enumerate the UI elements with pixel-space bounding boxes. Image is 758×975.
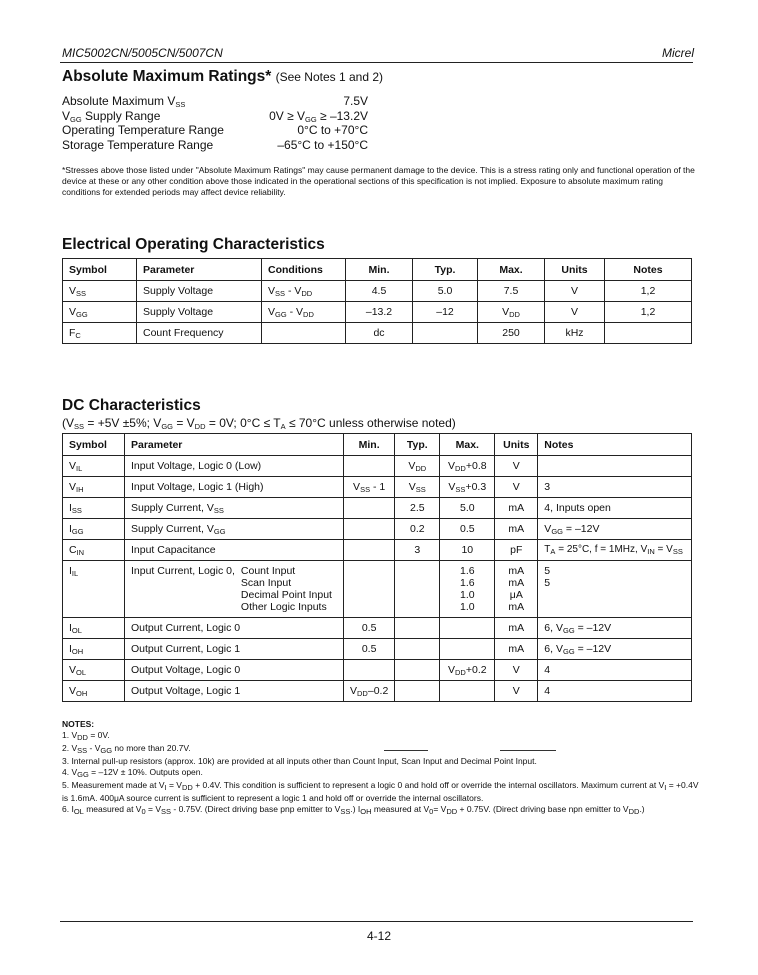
footer-rule: [60, 921, 693, 922]
overline-mark: [384, 750, 428, 751]
cell-cond: V: [268, 305, 276, 318]
rating-value: 0V ≥ V: [269, 108, 306, 123]
table-row: [63, 498, 692, 519]
note-2: [62, 743, 702, 756]
note-text: = V: [166, 780, 182, 790]
cell-min-sub: SS: [360, 484, 371, 494]
col-header: Units: [495, 434, 538, 456]
cell-param: Supply Current, V: [131, 501, 214, 514]
note-sub: OL: [73, 807, 84, 816]
cell-param: Supply Current, V: [131, 522, 214, 535]
cell-cond-sub2: DD: [301, 288, 313, 298]
rating-row: [62, 123, 368, 138]
cell-symbol-sub: IL: [76, 463, 83, 473]
note-sub: DD: [628, 807, 640, 816]
cell-units: V: [495, 660, 538, 681]
rating-row: [62, 138, 368, 153]
cell-symbol: I: [69, 621, 72, 634]
rating-value: 7.5V: [343, 94, 368, 108]
cell-max: 5.0: [440, 498, 495, 519]
note-sub: 0: [141, 807, 146, 816]
cell-max-tail: +0.2: [465, 663, 487, 676]
note-text: 2. V: [62, 743, 78, 753]
cell-symbol-sub: GG: [76, 309, 88, 319]
note-text: no more than 20.7V.: [112, 743, 191, 753]
cell-cond-sub: GG: [275, 309, 287, 319]
table-row: [63, 302, 692, 323]
abs-max-heading: [62, 68, 383, 86]
dc-table: [62, 433, 692, 702]
note-sub: I: [664, 783, 667, 792]
rating-label: Operating Temperature Range: [62, 123, 224, 137]
cell-max: 1.6: [459, 565, 475, 577]
cell-notes-tail: = –12V: [574, 642, 612, 655]
rating-value-sub: GG: [305, 114, 317, 124]
note-text: = V: [145, 804, 161, 814]
cell-typ: –12: [413, 302, 478, 323]
note-sub: SS: [340, 807, 351, 816]
abs-max-title: Absolute Maximum Ratings*: [62, 68, 272, 85]
cell-param: Count Frequency: [137, 323, 262, 344]
input-type: Count Input: [240, 565, 296, 577]
cond-text: (V: [62, 416, 74, 430]
cell-max: 10: [440, 540, 495, 561]
notes-title: NOTES:: [62, 719, 95, 729]
cell-param: Output Voltage, Logic 0: [125, 660, 344, 681]
table-row: [63, 540, 692, 561]
cell-symbol: I: [69, 501, 72, 514]
cell-notes: [605, 323, 692, 344]
cell-symbol-sub: IL: [71, 569, 79, 578]
cell-param: Output Current, Logic 1: [125, 639, 344, 660]
col-header: Symbol: [63, 434, 125, 456]
cell-units: mA: [508, 577, 525, 589]
cell-notes-sub: GG: [562, 625, 575, 635]
cond-sub: SS: [74, 422, 85, 431]
cell-typ: 2.5: [395, 498, 440, 519]
cell-units: pF: [495, 540, 538, 561]
cell-units: V: [495, 681, 538, 702]
cell-typ-sub: DD: [415, 463, 427, 473]
note-sub: DD: [446, 807, 458, 816]
rating-row: [62, 94, 368, 109]
dc-title: DC Characteristics: [62, 397, 201, 414]
cell-notes-tail: = –12V: [574, 621, 612, 634]
cell-max-sub: DD: [509, 309, 520, 319]
table-row: [63, 660, 692, 681]
cell-notes: 6, V: [544, 621, 563, 634]
note-text: = V: [433, 804, 447, 814]
cell-symbol-sub: OH: [71, 646, 84, 656]
cell-notes: = 25°C, f = 1MHz, V: [555, 544, 648, 555]
note-sub: OH: [360, 807, 372, 816]
running-header-part-numbers: MIC5002CN/5005CN/5007CN: [62, 46, 223, 60]
cell-cond-sub2: DD: [303, 309, 314, 319]
col-header: Conditions: [262, 259, 346, 281]
cell-min-sub: DD: [357, 688, 368, 698]
rating-label-tail: Supply Range: [81, 108, 161, 123]
cell-cond-mid: - V: [286, 305, 304, 318]
cell-symbol-sub: OH: [76, 688, 88, 698]
rating-value: –65°C to +150°C: [277, 137, 368, 152]
note-text: - 0.75V. (Direct driving base pnp emitter to V: [171, 804, 341, 814]
table-header-row: [63, 434, 692, 456]
cell-symbol-sub: IH: [76, 484, 84, 494]
note-text: + 0.75V. (Direct driving base npn emitter to V: [457, 804, 629, 814]
col-header: Max.: [478, 259, 545, 281]
note-text: 6. I: [62, 804, 74, 814]
cell-symbol-sub: OL: [76, 667, 87, 677]
cell-notes: V: [544, 522, 552, 535]
cell-cond-mid: - V: [285, 284, 302, 297]
cell-notes: T: [544, 544, 551, 555]
table-row: [63, 681, 692, 702]
cell-notes-sub: SS: [672, 547, 683, 556]
cell-units: mA: [508, 601, 525, 613]
rating-label: Storage Temperature Range: [62, 137, 214, 152]
table-row: [63, 323, 692, 344]
cell-symbol: V: [69, 684, 77, 697]
table-row: [63, 639, 692, 660]
note-sub: DD: [77, 733, 88, 742]
input-type: Decimal Point Input: [240, 589, 332, 601]
col-header: Notes: [538, 434, 692, 456]
cell-max: 0.5: [440, 519, 495, 540]
input-type: Other Logic Inputs: [240, 601, 327, 613]
table-row: [63, 618, 692, 639]
cond-text: = V: [172, 416, 195, 430]
cell-param: Output Current, Logic 0: [125, 618, 344, 639]
cell-min: dc: [346, 323, 413, 344]
note-5: [62, 780, 702, 804]
note-text: + 0.4V. This condition is sufficient to represent a logic 0 and hold off or override the internal oscillators. Maximum current at V: [192, 780, 665, 790]
note-text: measured at V: [371, 804, 430, 814]
cell-symbol-sub: IN: [76, 547, 85, 557]
cell-symbol: I: [69, 522, 72, 535]
col-header: Units: [545, 259, 605, 281]
cell-max-tail: +0.3: [465, 480, 487, 493]
col-header: Parameter: [125, 434, 344, 456]
abs-max-ratings: [62, 94, 368, 152]
cell-notes: 1,2: [605, 281, 692, 302]
cell-param: Supply Voltage: [137, 281, 262, 302]
table-header-row: [63, 259, 692, 281]
cell-units: mA: [495, 519, 538, 540]
cell-cond-sub: SS: [275, 288, 286, 298]
note-sub: I: [164, 783, 167, 792]
cell-symbol: C: [69, 543, 77, 556]
note-text: = +0.4V is 1.6mA. 400μA source current is sufficient to represent a logic 1 and hold off or override the internal oscillators.: [62, 780, 699, 803]
note-text: .): [639, 804, 645, 814]
cell-units: mA: [495, 639, 538, 660]
cell-param: Supply Voltage: [137, 302, 262, 323]
cell-symbol-sub: SS: [71, 505, 82, 515]
note-text: measured at V: [83, 804, 142, 814]
cell-units: kHz: [545, 323, 605, 344]
input-type: Scan Input: [240, 577, 292, 589]
cell-param: Input Capacitance: [125, 540, 344, 561]
table-row: [63, 477, 692, 498]
cell-min: –13.2: [346, 302, 413, 323]
cell-min: 0.5: [344, 639, 395, 660]
cell-cond: V: [268, 284, 276, 297]
cell-typ: [413, 323, 478, 344]
cell-min: 0.5: [344, 618, 395, 639]
cell-param: Input Voltage, Logic 0 (Low): [125, 456, 344, 477]
running-header-brand: Micrel: [662, 46, 694, 60]
note-text: 4. V: [62, 767, 78, 777]
cell-max-sub: SS: [455, 484, 466, 494]
cell-max: V: [448, 459, 456, 472]
dc-conditions: [62, 416, 456, 431]
cell-typ: V: [408, 480, 416, 493]
table-row: [63, 456, 692, 477]
note-6: [62, 804, 702, 817]
cell-max: V: [502, 305, 510, 318]
cell-typ: V: [408, 459, 416, 472]
cell-units: mA: [495, 618, 538, 639]
note-3: 3. Internal pull-up resistors (approx. 10k) are provided at all inputs other than Count Input, Scan Input and Decimal Point Input.: [62, 756, 537, 766]
cell-typ-sub: SS: [415, 484, 426, 494]
cell-notes: = V: [654, 544, 673, 555]
col-header: Symbol: [63, 259, 137, 281]
cell-units: V: [495, 477, 538, 498]
col-header: Typ.: [395, 434, 440, 456]
header-rule: [60, 62, 693, 63]
cell-units: V: [545, 281, 605, 302]
cell-units: V: [545, 302, 605, 323]
cell-notes-tail: = –12V: [562, 522, 600, 535]
cell-units: mA: [495, 498, 538, 519]
cell-symbol: I: [69, 642, 72, 655]
eoc-table: [62, 258, 692, 344]
abs-max-subtitle: (See Notes 1 and 2): [275, 70, 383, 84]
cell-typ: 0.2: [395, 519, 440, 540]
cell-notes-sub: A: [550, 547, 556, 556]
cell-notes-sub: GG: [551, 526, 563, 536]
cell-notes: 5: [544, 565, 551, 577]
cell-max: 7.5: [503, 284, 519, 297]
rating-row: [62, 109, 368, 124]
note-text: 1. V: [62, 730, 78, 740]
note-4: [62, 767, 702, 780]
col-header: Min.: [344, 434, 395, 456]
note-text: 5. Measurement made at V: [62, 780, 165, 790]
table-row: [63, 281, 692, 302]
cell-max: 1.0: [459, 589, 475, 601]
cell-min: V: [350, 684, 358, 697]
cell-notes: 3: [538, 477, 692, 498]
notes-section: [62, 719, 702, 817]
cell-notes: 4: [538, 660, 692, 681]
cell-max: 1.0: [459, 601, 475, 613]
col-header: Notes: [605, 259, 692, 281]
rating-label: V: [62, 108, 71, 123]
cell-notes: 4, Inputs open: [538, 498, 692, 519]
note-text: = 0V.: [87, 730, 110, 740]
cell-max-tail: +0.8: [465, 459, 487, 472]
col-header: Typ.: [413, 259, 478, 281]
stress-footnote: *Stresses above those listed under "Absolute Maximum Ratings" may cause permanent damage to the device. This is a stress rating only and functional operation of the device at these or any other condition above those indicated in the operational sections of this specification is not implied. Exposure to absolute maximum rating conditions for extended periods may affect device reliability.: [62, 165, 695, 197]
cell-symbol: V: [69, 459, 77, 472]
note-sub: GG: [77, 770, 89, 779]
cond-sub: GG: [161, 422, 173, 431]
cell-symbol: I: [69, 565, 72, 577]
cell-symbol-sub: SS: [76, 288, 87, 298]
cell-min-tail: –0.2: [367, 684, 389, 697]
page-number: 4-12: [366, 929, 392, 943]
cond-text: = +5V ±5%; V: [84, 416, 162, 430]
cell-symbol: V: [69, 305, 77, 318]
cell-param: Input Voltage, Logic 1 (High): [125, 477, 344, 498]
cell-units: mA: [508, 565, 525, 577]
cond-text: ≤ 70°C unless otherwise noted): [285, 416, 456, 430]
note-sub: DD: [181, 783, 193, 792]
cond-sub: A: [280, 422, 286, 431]
col-header: Max.: [440, 434, 495, 456]
cell-max-sub: DD: [455, 463, 466, 473]
note-sub: SS: [77, 746, 88, 755]
note-1: [62, 730, 702, 743]
rating-value-tail: ≥ –13.2V: [316, 108, 368, 123]
note-sub: SS: [161, 807, 172, 816]
cell-param: Output Voltage, Logic 1: [125, 681, 344, 702]
note-text: .) I: [350, 804, 361, 814]
cond-sub: DD: [194, 422, 206, 431]
eoc-title: Electrical Operating Characteristics: [62, 236, 325, 253]
note-text: = –12V ± 10%. Outputs open.: [88, 767, 203, 777]
note-sub: GG: [100, 746, 113, 755]
cell-param: Input Current, Logic 0,: [131, 565, 235, 577]
rating-label: Absolute Maximum V: [62, 94, 176, 108]
cell-symbol: F: [69, 326, 76, 339]
cell-notes-sub: IN: [647, 547, 655, 556]
cell-notes: 6, V: [544, 642, 563, 655]
cell-symbol: V: [69, 284, 77, 297]
cell-notes-sub: GG: [562, 646, 575, 656]
overline-mark: [500, 750, 556, 751]
cell-min: V: [353, 480, 361, 493]
cell-symbol-sub: OL: [71, 625, 82, 635]
table-row: [63, 561, 692, 618]
cell-notes: 4: [538, 681, 692, 702]
cell-typ: 5.0: [413, 281, 478, 302]
cell-max: V: [448, 663, 456, 676]
rating-value: 0°C to +70°C: [297, 123, 368, 137]
cell-max-sub: DD: [455, 667, 466, 677]
cell-min-tail: - 1: [370, 480, 386, 493]
note-text: - V: [87, 743, 101, 753]
cell-param-sub: GG: [213, 526, 226, 536]
col-header: Min.: [346, 259, 413, 281]
cell-symbol-sub: C: [75, 330, 81, 340]
cell-notes: 1,2: [605, 302, 692, 323]
cell-symbol: V: [69, 480, 77, 493]
note-sub: 0: [429, 807, 434, 816]
cell-units: V: [495, 456, 538, 477]
cell-notes: 5: [544, 577, 551, 589]
cond-text: = 0V; 0°C ≤ T: [205, 416, 281, 430]
cell-max: 250: [502, 326, 520, 339]
cell-symbol: V: [69, 663, 77, 676]
cell-typ: 3: [395, 540, 440, 561]
rating-label-sub: GG: [70, 114, 82, 124]
cell-units: μA: [509, 589, 523, 601]
rating-label-sub: SS: [175, 100, 186, 109]
cell-max: 1.6: [459, 577, 475, 589]
cell-min: 4.5: [346, 281, 413, 302]
cell-param-sub: SS: [213, 505, 224, 515]
table-row: [63, 519, 692, 540]
cell-symbol-sub: GG: [71, 526, 84, 536]
col-header: Parameter: [137, 259, 262, 281]
cell-max: V: [448, 480, 456, 493]
